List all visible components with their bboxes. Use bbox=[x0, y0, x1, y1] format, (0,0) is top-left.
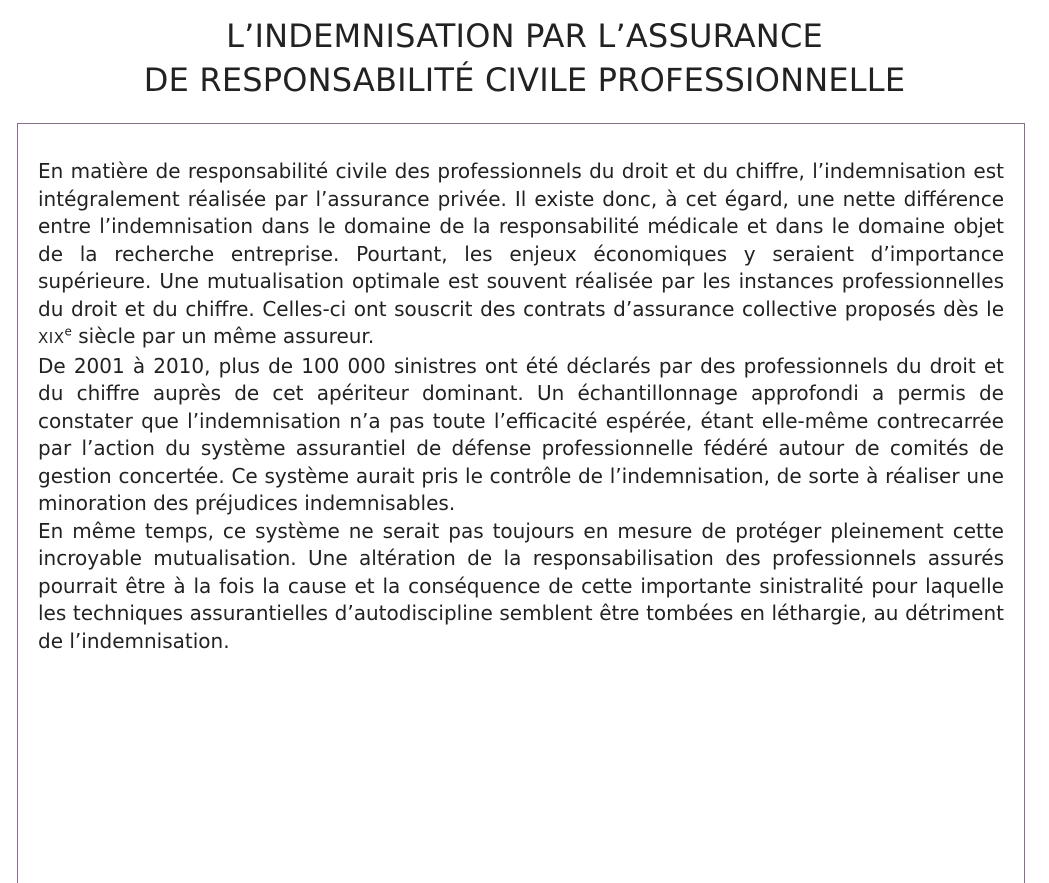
century-superscript: e bbox=[64, 324, 72, 339]
paragraph-3: En même temps, ce système ne serait pas toujours en mesure de protéger pleinement cette incroyable mutualisation. Une altération de la responsabilisation des professionnels assurés pourrait être à la fois la cause et la conséquence de cette importante sinistralité pour laquelle les techniques assurantielles d’autodiscipline semblent être tombées en léthargie, au détriment de l’indemnisation. bbox=[38, 518, 1004, 653]
body-text bbox=[38, 158, 1004, 655]
page-title bbox=[0, 14, 1049, 102]
century-numeral: XIX bbox=[38, 329, 65, 347]
paragraph-1-end: siècle par un même assureur. bbox=[71, 324, 375, 348]
paragraph-1 bbox=[38, 158, 1004, 353]
title-line-2: DE RESPONSABILITÉ CIVILE PROFESSIONNELLE bbox=[143, 61, 906, 99]
paragraph-2: De 2001 à 2010, plus de 100 000 sinistres ont été déclarés par des professionnels du droit et du chiffre auprès de cet apériteur dominant. Un échantillonnage approfondi a permis de constater que l’indemnisation n’a pas toute l’efficacité espérée, étant elle-même contrecarrée par l’action du système assurantiel de défense professionnelle fédéré autour de comités de gestion concertée. Ce système aurait pris le contrôle de l’indemnisation, de sorte à réaliser une minoration des préjudices indemnisables. bbox=[38, 353, 1004, 515]
title-line-1: L’INDEMNISATION PAR L’ASSURANCE bbox=[226, 17, 823, 55]
paragraph-1-text: En matière de responsabilité civile des professionnels du droit et du chiffre, l’indemnisation est intégralement réalisée par l’assurance privée. Il existe donc, à cet égard, une nette différence entre l’indemnisation dans le domaine de la responsabilité médicale et dans le domaine objet de la recherche entreprise. Pourtant, les enjeux économiques y seraient d’importance supérieure. Une mutualisation optimale est souvent réalisée par les instances professionnelles du droit et du chiffre. Celles-ci ont souscrit des contrats d’assurance collective proposés dès le bbox=[38, 159, 1004, 321]
